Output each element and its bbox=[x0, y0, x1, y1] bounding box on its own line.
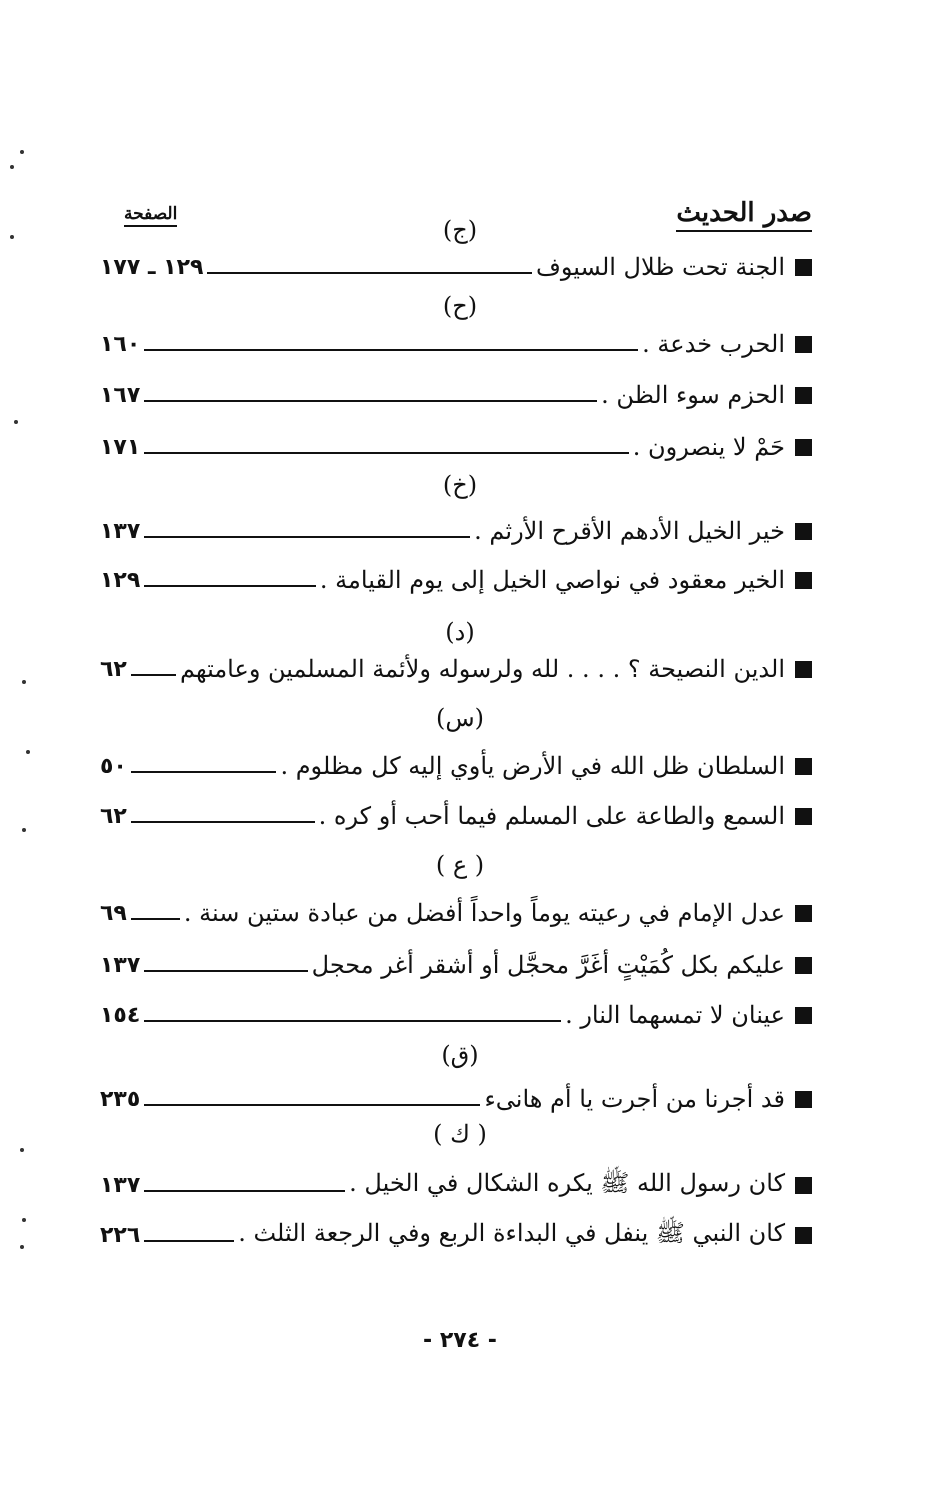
entry-text: حَمْ لا ينصرون . bbox=[632, 433, 785, 461]
entry-page: ٢٣٥ bbox=[100, 1086, 141, 1112]
scan-speck bbox=[22, 828, 26, 832]
section-letter-ayn: ( ع ) bbox=[435, 851, 485, 879]
entry-text: عدل الإمام في رعيته يوماً واحداً أفضل من عبادة ستين سنة . bbox=[183, 899, 785, 927]
index-entry bbox=[100, 945, 812, 985]
column-title-hadith: صدر الحديث bbox=[676, 198, 812, 232]
entry-page: ١٢٩ ـ ١٧٧ bbox=[100, 254, 204, 280]
leader-line bbox=[131, 821, 315, 823]
scan-speck bbox=[10, 235, 14, 239]
section-letter-ha: (ح) bbox=[442, 292, 478, 320]
entry-page: ٦٢ bbox=[100, 656, 127, 682]
index-entry bbox=[100, 375, 812, 415]
leader-line bbox=[144, 970, 307, 972]
square-bullet-icon bbox=[795, 1227, 812, 1244]
leader-line bbox=[144, 1190, 345, 1192]
entry-page: ١٦٧ bbox=[100, 382, 141, 408]
section-letter-sin: (س) bbox=[435, 704, 485, 732]
index-entry bbox=[100, 796, 812, 836]
section-letter-kha: (خ) bbox=[442, 471, 478, 499]
scan-speck bbox=[20, 1148, 24, 1152]
entry-page: ٢٢٦ bbox=[100, 1222, 141, 1248]
entry-page: ١٢٩ bbox=[100, 567, 141, 593]
entry-text: قد أجرنا من أجرت يا أم هانىء bbox=[484, 1085, 785, 1113]
entry-page: ١٣٧ bbox=[100, 518, 141, 544]
entry-page: ١٧١ bbox=[100, 434, 141, 460]
entry-text: خير الخيل الأدهم الأقرح الأرثم . bbox=[474, 517, 785, 545]
section-letter-kaf: ( ك ) bbox=[433, 1120, 487, 1148]
entry-page: ٦٩ bbox=[100, 900, 127, 926]
entry-page: ٥٠ bbox=[100, 753, 127, 779]
entry-page: ١٥٤ bbox=[100, 1002, 141, 1028]
leader-line bbox=[144, 452, 629, 454]
entry-text: الحرب خدعة . bbox=[642, 330, 785, 358]
square-bullet-icon bbox=[795, 957, 812, 974]
square-bullet-icon bbox=[795, 1007, 812, 1024]
scan-speck bbox=[22, 1218, 26, 1222]
leader-line bbox=[144, 400, 597, 402]
leader-line bbox=[144, 1104, 480, 1106]
square-bullet-icon bbox=[795, 523, 812, 540]
index-entry bbox=[100, 324, 812, 364]
square-bullet-icon bbox=[795, 336, 812, 353]
leader-line bbox=[144, 349, 638, 351]
scan-speck bbox=[14, 420, 18, 424]
index-entry bbox=[100, 1079, 812, 1119]
leader-line bbox=[144, 536, 470, 538]
index-entry bbox=[100, 560, 812, 600]
index-entry bbox=[100, 1215, 812, 1255]
index-entry bbox=[100, 1165, 812, 1205]
square-bullet-icon bbox=[795, 259, 812, 276]
entry-text: عليكم بكل كُمَيْتٍ أغَرَّ محجَّل أو أشقر أغر محجل bbox=[311, 951, 785, 979]
square-bullet-icon bbox=[795, 1177, 812, 1194]
entry-page: ١٣٧ bbox=[100, 952, 141, 978]
leader-line bbox=[131, 918, 180, 920]
square-bullet-icon bbox=[795, 387, 812, 404]
page-number: - ٢٧٤ - bbox=[423, 1328, 497, 1353]
square-bullet-icon bbox=[795, 661, 812, 678]
index-entry bbox=[100, 649, 812, 689]
scan-speck bbox=[26, 750, 30, 754]
scan-speck bbox=[10, 165, 14, 169]
scan-speck bbox=[20, 1245, 24, 1249]
section-letter-dal: (د) bbox=[445, 618, 475, 646]
square-bullet-icon bbox=[795, 758, 812, 775]
square-bullet-icon bbox=[795, 1091, 812, 1108]
index-entry bbox=[100, 511, 812, 551]
square-bullet-icon bbox=[795, 572, 812, 589]
index-entry bbox=[100, 746, 812, 786]
entry-text: الدين النصيحة ؟ . . . . لله ولرسوله ولأئمة المسلمين وعامتهم bbox=[180, 655, 785, 683]
index-entry bbox=[100, 427, 812, 467]
section-letter-jim: (ج) bbox=[442, 216, 478, 244]
entry-text: كان النبي ﷺ ينفل في البداءة الربع وفي الرجعة الثلث . bbox=[238, 1218, 785, 1247]
section-letter-qaf: (ق) bbox=[441, 1041, 479, 1069]
index-entry bbox=[100, 893, 812, 933]
leader-line bbox=[144, 585, 316, 587]
column-title-page: الصفحة bbox=[124, 204, 177, 227]
entry-text: الخير معقود في نواصي الخيل إلى يوم القيامة . bbox=[319, 566, 785, 594]
scan-speck bbox=[22, 680, 26, 684]
entry-page: ١٣٧ bbox=[100, 1172, 141, 1198]
leader-line bbox=[144, 1240, 234, 1242]
square-bullet-icon bbox=[795, 905, 812, 922]
entry-text: الحزم سوء الظن . bbox=[601, 381, 785, 409]
entry-text: كان رسول الله ﷺ يكره الشكال في الخيل . bbox=[349, 1168, 785, 1197]
index-entry bbox=[100, 247, 812, 287]
leader-line bbox=[144, 1020, 561, 1022]
entry-page: ١٦٠ bbox=[100, 331, 141, 357]
entry-text: الجنة تحت ظلال السيوف bbox=[536, 253, 785, 281]
index-entry bbox=[100, 995, 812, 1035]
entry-text: عينان لا تمسهما النار . bbox=[565, 1001, 785, 1029]
entry-text: السلطان ظل الله في الأرض يأوي إليه كل مظلوم . bbox=[280, 752, 785, 780]
entry-text: السمع والطاعة على المسلم فيما أحب أو كره . bbox=[318, 802, 785, 830]
leader-line bbox=[207, 272, 532, 274]
square-bullet-icon bbox=[795, 439, 812, 456]
scan-speck bbox=[20, 150, 24, 154]
entry-page: ٦٢ bbox=[100, 803, 127, 829]
leader-line bbox=[131, 674, 176, 676]
leader-line bbox=[131, 771, 277, 773]
square-bullet-icon bbox=[795, 808, 812, 825]
